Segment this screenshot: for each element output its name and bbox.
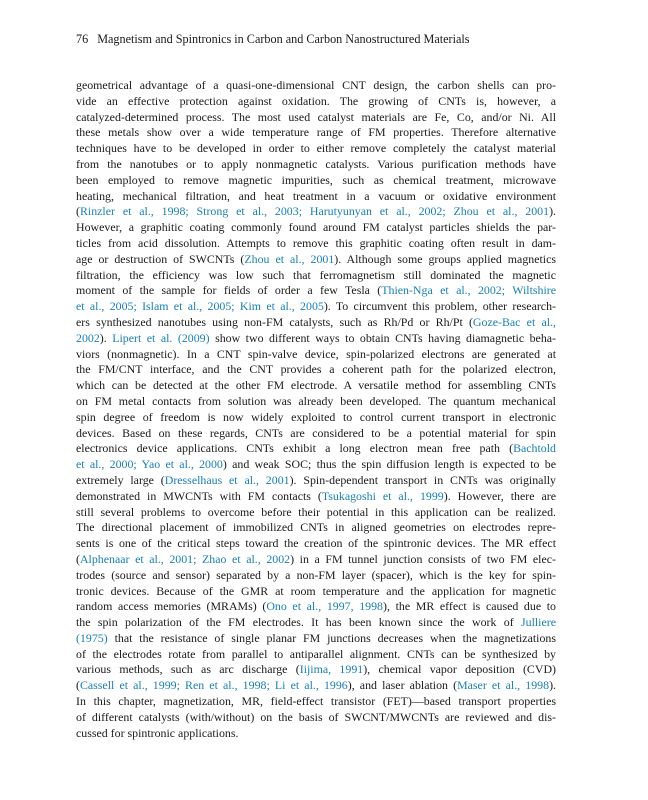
text-line — [76, 662, 556, 678]
text-line — [76, 141, 556, 157]
text-run: ( — [76, 678, 80, 693]
text-line — [76, 347, 556, 363]
text-line — [76, 189, 556, 205]
citation-link[interactable]: Cassell et al., 1999; Ren et al., 1998; Li et al., 1996 — [79, 678, 348, 693]
text-run: random access memories (MRAMs) ( — [76, 599, 267, 614]
text-run: extremely large ( — [76, 472, 165, 487]
text-run: ), the MR effect is caused due to — [383, 599, 556, 614]
text-run: devices. Based on these regards, CNTs are considered to be a potential material for spin — [76, 425, 556, 440]
page-number: 76 — [76, 32, 89, 46]
text-run: ( — [76, 551, 80, 566]
body-paragraph — [76, 78, 556, 741]
citation-link[interactable]: Tsukagoshi et al., 1999 — [321, 488, 444, 503]
running-head — [76, 32, 576, 47]
text-run: these metals show over a wide temperature range of FM properties. Therefore alternative — [76, 125, 556, 140]
text-line — [76, 552, 556, 568]
text-run: techniques have to be developed in order to either remove completely the catalyst material — [76, 141, 556, 156]
citation-link[interactable]: Iijima, 1991 — [299, 662, 364, 677]
text-line — [76, 536, 556, 552]
text-line — [76, 204, 556, 220]
text-run: ticles from acid dissolution. Attempts to remove this graphitic coating often result in dam- — [76, 235, 556, 250]
text-run: demonstrated in MWCNTs with FM contacts ( — [76, 488, 322, 503]
text-run: However, a graphitic coating commonly found around FM catalyst particles shields the par- — [76, 220, 556, 235]
citation-link[interactable]: Rinzler et al., 1998; Strong et al., 2003; Harutyunyan et al., 2002; Zhou et al., 2001 — [79, 204, 550, 219]
text-line — [76, 378, 556, 394]
text-line — [76, 426, 556, 442]
text-run: ). Spin-dependent transport in CNTs was originally — [289, 472, 556, 487]
text-run: that the resistance of single planar FM junctions decreases when the magnetizations — [107, 630, 556, 645]
citation-link[interactable]: Ono et al., 1997, 1998 — [266, 599, 383, 614]
citation-link[interactable]: Thien-Nga et al., 2002; Wiltshire — [381, 283, 556, 298]
citation-link[interactable]: Julliere — [521, 615, 556, 630]
text-run: ) and weak SOC; thus the spin diffusion length is expected to be — [222, 457, 556, 472]
text-line — [76, 568, 556, 584]
text-run: sents is one of the critical steps toward the creation of the spintronic devices. The MR effect — [76, 536, 556, 551]
text-run: The directional placement of immobilized CNTs in aligned geometries on electrodes repre- — [76, 520, 556, 535]
text-run: ). However, there are — [443, 488, 556, 503]
text-run: ). — [549, 678, 556, 693]
citation-link[interactable]: 2002 — [76, 330, 100, 345]
text-line — [76, 584, 556, 600]
citation-link[interactable]: Zhou et al., 2001 — [244, 251, 335, 266]
citation-link[interactable]: Bachtold — [513, 441, 556, 456]
text-line — [76, 520, 556, 536]
text-run: the spin polarization of the FM electrodes. It has been known since the work of — [76, 615, 521, 630]
text-run: tronic devices. Because of the GMR at room temperature and the application for magnetic — [76, 583, 556, 598]
text-line — [76, 726, 556, 742]
text-run: cussed for spintronic applications. — [76, 725, 239, 740]
text-run: ). Although some groups applied magnetics — [334, 251, 556, 266]
text-line — [76, 78, 556, 94]
text-run: from the nanotubes or to apply nonmagnetic catalysts. Various purification methods have — [76, 156, 556, 171]
text-run: electronics device applications. CNTs exhibit a long electron mean free path ( — [76, 441, 514, 456]
citation-link[interactable]: Goze-Bac et al., — [472, 314, 556, 329]
text-line — [76, 110, 556, 126]
text-line — [76, 410, 556, 426]
text-run: still several problems to overcome before their potential in this application can be realized. — [76, 504, 556, 519]
citation-link[interactable]: Maser et al., 1998 — [457, 678, 550, 693]
text-line — [76, 362, 556, 378]
text-run: spin degree of freedom is now widely exploited to control current transport in electronic — [76, 409, 556, 424]
text-line — [76, 710, 556, 726]
text-line — [76, 694, 556, 710]
text-line — [76, 489, 556, 505]
text-line — [76, 441, 556, 457]
text-line — [76, 331, 556, 347]
text-run: ) in a FM tunnel junction consists of two FM elec- — [290, 551, 556, 566]
text-line — [76, 631, 556, 647]
text-line — [76, 615, 556, 631]
text-run: In this chapter, magnetization, MR, field-effect transistor (FET)—based transport properties — [76, 694, 556, 709]
text-line — [76, 283, 556, 299]
citation-link[interactable]: Lipert et al. (2009) — [112, 330, 210, 345]
text-run: ( — [76, 204, 80, 219]
text-run: which can be detected at the other FM electrode. A versatile method for assembling CNTs — [76, 378, 556, 393]
text-run: viors (nonmagnetic). In a CNT spin-valve device, spin-polarized electrons are generated at — [76, 346, 556, 361]
text-run: various methods, such as arc discharge ( — [76, 662, 300, 677]
text-line — [76, 678, 556, 694]
citation-link[interactable]: Dresselhaus et al., 2001 — [164, 472, 290, 487]
text-run: heating, mechanical filtration, and heat treatment in a vacuum or oxidative environment — [76, 188, 556, 203]
text-run: ). — [549, 204, 556, 219]
book-title: Magnetism and Spintronics in Carbon and Carbon Nanostructured Materials — [97, 32, 470, 46]
text-run: ). To circumvent this problem, other research- — [323, 299, 556, 314]
citation-link[interactable]: (1975) — [76, 630, 108, 645]
text-line — [76, 268, 556, 284]
text-run: ers synthesized nanotubes using non-FM catalysts, such as Rh/Pd or Rh/Pt ( — [76, 314, 473, 329]
text-line — [76, 505, 556, 521]
text-run: the FM/CNT interface, and the CNT provides a coherent path for the polarized electron, — [76, 362, 556, 377]
text-run: ), chemical vapor deposition (CVD) — [363, 662, 556, 677]
text-line — [76, 457, 556, 473]
text-run: trodes (source and sensor) separated by a non-FM layer (spacer), which is the key for spin- — [76, 567, 556, 582]
text-run: ). — [99, 330, 113, 345]
text-run: show two different ways to obtain CNTs having diamagnetic beha- — [209, 330, 556, 345]
text-run: filtration, the efficiency was low such that ferromagnetism still dominated the magnetic — [76, 267, 556, 282]
citation-link[interactable]: et al., 2000; Yao et al., 2000 — [76, 457, 223, 472]
citation-link[interactable]: Alphenaar et al., 2001; Zhao et al., 2002 — [79, 551, 291, 566]
text-run: geometrical advantage of a quasi-one-dimensional CNT design, the carbon shells can pro- — [76, 78, 556, 92]
text-line — [76, 125, 556, 141]
text-line — [76, 394, 556, 410]
text-line — [76, 220, 556, 236]
text-line — [76, 315, 556, 331]
text-line — [76, 252, 556, 268]
text-line — [76, 173, 556, 189]
text-run: on FM metal contacts from solution was already been developed. The quantum mechanical — [76, 393, 556, 408]
text-line — [76, 299, 556, 315]
text-run: ), and laser ablation ( — [347, 678, 458, 693]
text-run: of different catalysts (with/without) on the basis of SWCNT/MWCNTs are reviewed and dis- — [76, 709, 556, 724]
text-line — [76, 473, 556, 489]
text-line — [76, 599, 556, 615]
text-line — [76, 94, 556, 110]
text-run: catalyzed-determined process. The most used catalyst materials are Fe, Co, and/or Ni. All — [76, 109, 556, 124]
text-run: of the electrodes rotate from parallel to antiparallel alignment. CNTs can be synthesized by — [76, 646, 556, 661]
citation-link[interactable]: et al., 2005; Islam et al., 2005; Kim et al., 2005 — [76, 299, 324, 314]
text-line — [76, 647, 556, 663]
text-run: vide an effective protection against oxidation. The growing of CNTs is, however, a — [76, 93, 556, 108]
text-line — [76, 157, 556, 173]
text-run: been employed to remove magnetic impurities, such as chemical treatment, microwave — [76, 172, 556, 187]
text-line — [76, 236, 556, 252]
text-run: moment of the sample for fields of order a few Tesla ( — [76, 283, 382, 298]
text-run: age or destruction of SWCNTs ( — [76, 251, 245, 266]
